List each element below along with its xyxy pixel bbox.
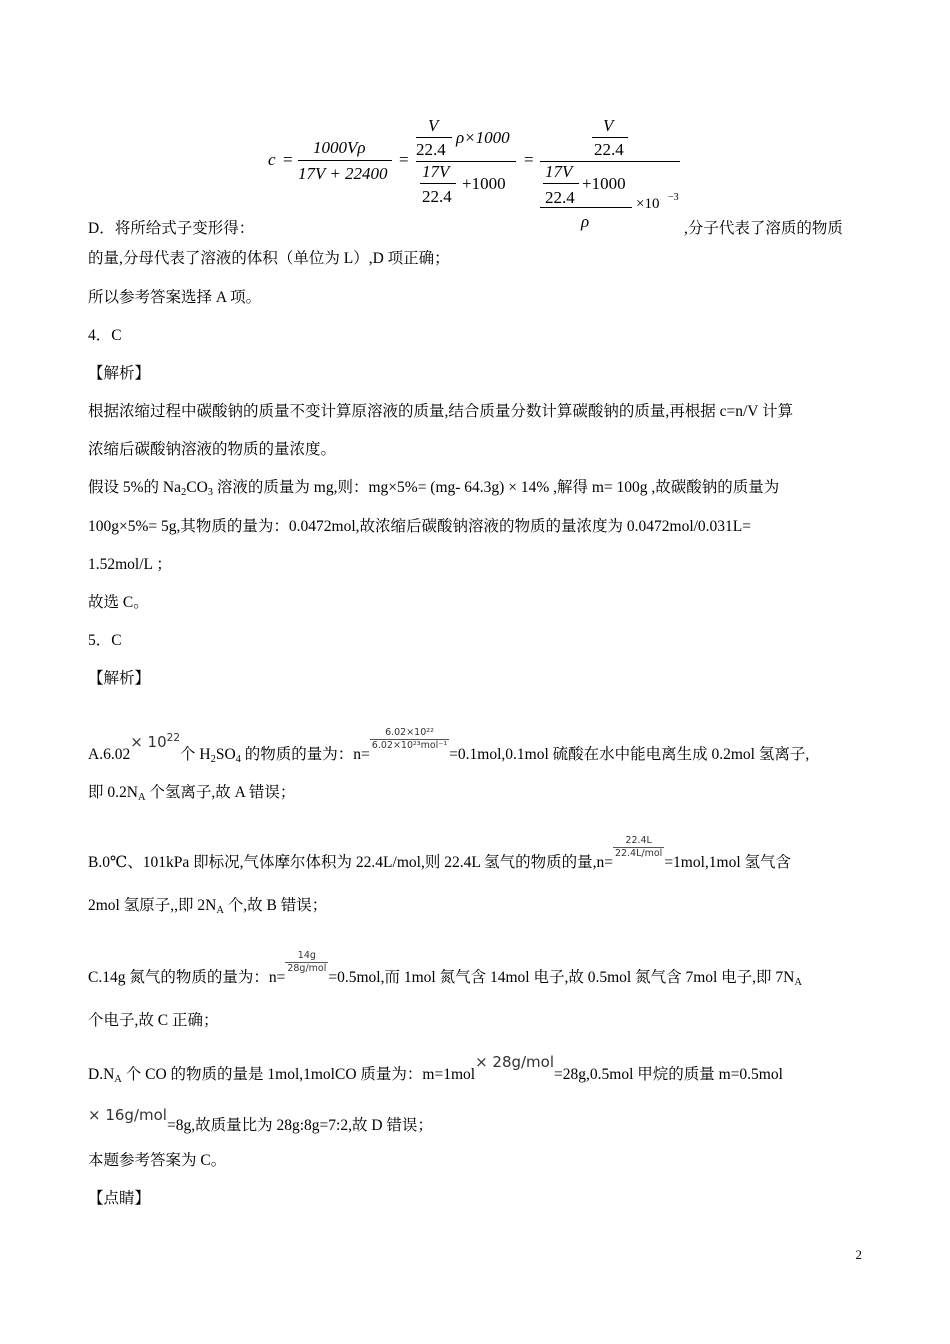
page-number: 2 — [855, 1247, 862, 1262]
formula-f2-small-bar — [416, 137, 452, 138]
key-point-heading: 【点睛】 — [88, 1190, 151, 1207]
d-intro-line: D．将所给式子变形得： — [88, 220, 255, 237]
formula-f2-224b: 22.4 — [422, 187, 452, 206]
answer-3-line: 所以参考答案选择 A 项。 — [88, 289, 262, 306]
option-a-line-2: 即 $0.2N_A$ 个氢离子,故 A 错误； — [88, 784, 296, 803]
option-b-line: B.0℃、101kPa 即标况,气体摩尔体积为 22.4L/mol,则 22.4L 氢气的物质的量,n= $\frac{22.4L}{\text{22.4L/mol}}$ =1mol,1mol 氢气含 — [88, 834, 792, 871]
formula-f3-17V: 17V — [545, 162, 573, 181]
formula-c: c — [268, 150, 276, 169]
formula-f3-224b: 22.4 — [545, 188, 575, 207]
formula-eq2: = — [399, 150, 409, 169]
paragraph-4a: 根据浓缩过程中碳酸钠的质量不变计算原溶液的质量,结合质量分数计算碳酸钠的质量,再根据 c=n/V 计算 — [88, 403, 794, 420]
formula-f3-224: 22.4 — [594, 140, 624, 159]
question-5-heading: 5．C — [88, 632, 122, 649]
formula-f1-bar — [298, 160, 392, 161]
c-fraction: $\frac{14g}{\text{28g/mol}}$ — [287, 949, 327, 974]
formula-f1-num: 1000Vρ — [313, 138, 366, 157]
formula-f2-plus: +1000 — [462, 174, 506, 193]
a-fraction: $\frac{\text{6.02×10²²}}{\text{6.02×10²³mol⁻¹}}$ — [371, 726, 448, 751]
option-a-line: $A.6.02\times 10^{22}$个 $H_2SO_4$ 的物质的量为：n= $\frac{\text{6.02×10²²}}{\text{6.02×10²³mol⁻¹}}$ =0.1mol,0.1mol 硫酸在水中能电离生成 0.2mol 氢离子, — [88, 726, 810, 765]
formula-f3-small-bar2 — [543, 183, 579, 184]
formula-f1-den: 17V + 22400 — [298, 164, 388, 183]
paragraph-4b: 浓缩后碳酸钠溶液的物质的量浓度。 — [88, 441, 337, 458]
analysis-heading-5: 【解析】 — [88, 670, 151, 687]
formula-eq1: = — [283, 150, 293, 169]
formula-f2-small-bar2 — [420, 183, 456, 184]
formula-f3-denom-bar — [540, 207, 632, 208]
formula-f3-V: V — [603, 116, 614, 135]
formula-f2-224: 22.4 — [416, 140, 446, 159]
formula-f3-exp: −3 — [668, 192, 679, 203]
option-c-line-2: 个电子,故 C 正确； — [88, 1012, 219, 1029]
option-c-line: C.14g 氮气的物质的量为：n= $\frac{14g}{\text{28g/mol}}$ =0.5mol,而 1mol 氮气含 14mol 电子,故 0.5mol 氮气含 7mol 电子,即 $7N_A$ — [88, 949, 802, 988]
formula-f3-plus: +1000 — [582, 174, 626, 193]
formula-f2-17V: 17V — [422, 162, 450, 181]
formula-f3-rho: ρ — [581, 212, 590, 231]
question-4-heading: 4．C — [88, 327, 122, 344]
formula-f2-V: V — [428, 116, 439, 135]
paragraph-4e: 1.52mol/L ； — [88, 556, 172, 573]
a-times-ten: × $10^{22}$ — [130, 732, 181, 751]
formula-f3-times: ×10 — [636, 196, 660, 212]
d-after-text: ,分子代表了溶质的物质 — [684, 220, 843, 237]
concentration-formula — [0, 0, 950, 240]
paragraph-4c: 假设 5%的 $Na_2CO_3$ 溶液的质量为 mg,则：mg×5%= (mg- 64.3g) × 14% ,解得 m= 100g ,故碳酸钠的质量为 — [88, 479, 780, 498]
option-b-line-2: 2mol 氢原子,,即 $2N_A$ 个,故 B 错误； — [88, 897, 328, 916]
option-d-line-2: × 16g/mol=8g,故质量比为 28g:8g=7:2,故 D 错误； — [88, 1106, 433, 1134]
b-fraction: $\frac{22.4L}{\text{22.4L/mol}}$ — [614, 834, 663, 859]
paragraph-4d: 100g×5%= 5g,其物质的量为：0.0472mol,故浓缩后碳酸钠溶液的物质的量浓度为 0.0472mol/0.031L= — [88, 518, 752, 535]
analysis-heading-4: 【解析】 — [88, 365, 151, 382]
paragraph-4f: 故选 C。 — [88, 594, 149, 611]
formula-f3-small-bar — [592, 137, 628, 138]
d-continued-line: 的量,分母代表了溶液的体积（单位为 L）,D 项正确； — [88, 250, 450, 267]
option-d-line: $D.N_A$ 个 CO 的物质的量是 1mol,1molCO 质量为：m=1mol× 28g/mol=28g,0.5mol 甲烷的质量 m=0.5mol — [88, 1053, 783, 1085]
answer-5-line: 本题参考答案为 C。 — [88, 1152, 227, 1169]
formula-eq3: = — [524, 150, 534, 169]
formula-f2-rho: ρ×1000 — [456, 128, 510, 147]
